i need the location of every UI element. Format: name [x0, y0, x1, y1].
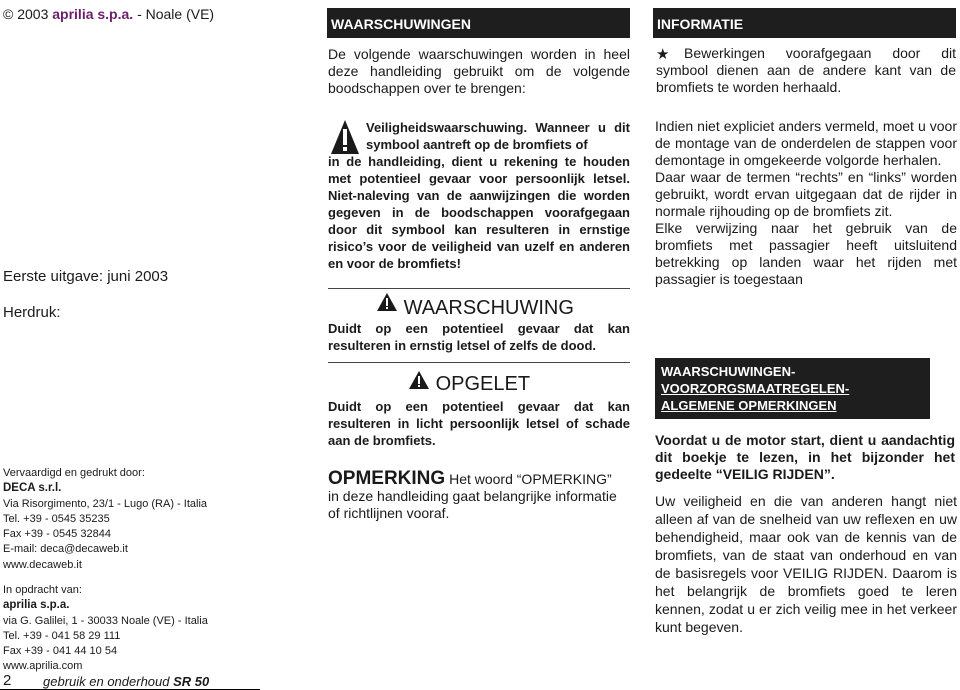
safety-warning-rest: in de handleiding, dient u rekening te houden met potentieel gevaar voor persoonlijk letsel. Niet-naleving van de aanwijzingen die worden gegeven in de boodschappen voorafgegaan door dit symbool kan resulteren in ernstige risico’s voor de veiligheid van uzelf en anderen en voor de bromfiets!	[328, 154, 630, 271]
safety-warning-block	[328, 119, 630, 272]
general-header-line: VOORZORGSMAATREGELEN-	[661, 381, 850, 396]
printer-line: Fax +39 - 0545 32844	[3, 528, 111, 541]
commissioned-label: In opdracht van:	[3, 584, 82, 596]
printer-name: DECA s.r.l.	[3, 482, 62, 495]
client-name: aprilia s.p.a.	[3, 599, 70, 612]
warning-heading	[328, 288, 630, 319]
caution-triangle-icon	[408, 370, 430, 390]
reprint-label: Herdruk:	[3, 304, 61, 321]
caution-text: Duidt op een potentieel gevaar dat kan resulteren in licht persoonlijk letsel of schade aan de bromfiets.	[328, 399, 630, 448]
client-website: www.aprilia.com	[3, 660, 83, 673]
note-block	[328, 470, 630, 522]
information-intro-text: Bewerkingen voorafgegaan door dit symbool dienen aan de andere kant van de bromfiets te worden herhaald.	[656, 45, 956, 95]
information-header: INFORMATIE	[653, 8, 956, 38]
caution-title-wrap	[408, 370, 530, 396]
copyright-line	[3, 6, 214, 22]
information-intro	[656, 45, 956, 96]
printer-info	[3, 466, 207, 573]
warning-title-wrap	[376, 292, 574, 318]
page-footer	[3, 672, 303, 689]
printer-line: Via Risorgimento, 23/1 - Lugo (RA) - Italia	[3, 497, 207, 510]
information-paragraph: Indien niet expliciet anders vermeld, moet u voor de montage van de onderdelen de stappen voor demontage in omgekeerde volgorde herhalen.	[655, 118, 957, 168]
general-notes-header	[655, 358, 930, 419]
printed-by-label: Vervaardigd en gedrukt door:	[3, 467, 145, 479]
star-icon: ★	[656, 46, 670, 63]
caution-heading	[328, 362, 630, 398]
warning-rule	[328, 288, 630, 289]
warnings-intro: De volgende waarschuwingen worden in heel deze handleiding gebruikt om de volgende boodschappen over te brengen:	[328, 46, 630, 96]
printer-website: www.decaweb.it	[3, 558, 82, 571]
general-notes-text: Uw veiligheid en die van anderen hangt niet alleen af van de snelheid van uw reflexen en uw behendigheid, maar ook van de kennis van de bromfiets, van de staat van onderhoud en van de basisregels voor VEILIG RIJDEN. Daarom is het belangrijk de bromfiets goed te leren kennen, zodat u er zich veilig mee in het verkeer kunt begeven.	[655, 493, 957, 635]
footer-model: SR 50	[173, 674, 210, 689]
note-lead: Het woord “OPMERKING”	[445, 471, 612, 487]
information-body	[655, 118, 957, 288]
footer-title	[43, 674, 209, 689]
warning-triangle-icon	[330, 119, 360, 155]
copyright-prefix: © 2003	[3, 6, 53, 22]
footer-text: gebruik en onderhoud	[43, 674, 174, 689]
warning-title: WAARSCHUWING	[403, 297, 574, 319]
general-header-line: WAARSCHUWINGEN-	[661, 364, 796, 379]
client-info	[3, 583, 208, 675]
caution-title: OPGELET	[435, 373, 531, 395]
printer-line: Tel. +39 - 0545 35235	[3, 512, 110, 525]
client-line: Tel. +39 - 041 58 29 111	[3, 629, 121, 642]
information-paragraph: Elke verwijzing naar het gebruik van de bromfiets met passagier heeft uitsluitend betrekking op landen waar het rijden met passagier is toegestaan	[655, 220, 957, 287]
client-line: via G. Galilei, 1 - 30033 Noale (VE) - Italia	[3, 614, 208, 627]
warnings-header: WAARSCHUWINGEN	[327, 8, 630, 38]
warning-triangle-icon	[376, 292, 398, 312]
note-text: in deze handleiding gaat belangrijke informatie of richtlijnen vooraf.	[328, 488, 617, 521]
copyright-brand: aprilia s.p.a.	[52, 6, 134, 22]
warning-text: Duidt op een potentieel gevaar dat kan resulteren in ernstig letsel of zelfs de dood.	[328, 321, 630, 353]
note-title: OPMERKING	[328, 468, 446, 489]
page-number: 2	[3, 672, 12, 689]
printer-email: E-mail: deca@decaweb.it	[3, 543, 128, 556]
general-notes-bold: Voordat u de motor start, dient u aandachtig dit boekje te lezen, in het bijzonder het gedeelte “VEILIG RIJDEN”.	[655, 432, 955, 482]
information-paragraph: Daar waar de termen “rechts” en “links” worden gebruikt, wordt ervan uitgegaan dat de rijder in normale rijhouding op de bromfiets zit.	[655, 169, 957, 219]
safety-warning-first: Veiligheidswaarschuwing. Wanneer u dit symbool aantreft op de bromfiets of	[366, 120, 630, 152]
client-line: Fax +39 - 041 44 10 54	[3, 645, 118, 658]
general-header-line: ALGEMENE OPMERKINGEN	[661, 398, 837, 413]
copyright-place: - Noale (VE)	[133, 6, 215, 22]
caution-rule	[328, 362, 630, 363]
first-edition: Eerste uitgave: juni 2003	[3, 268, 169, 285]
